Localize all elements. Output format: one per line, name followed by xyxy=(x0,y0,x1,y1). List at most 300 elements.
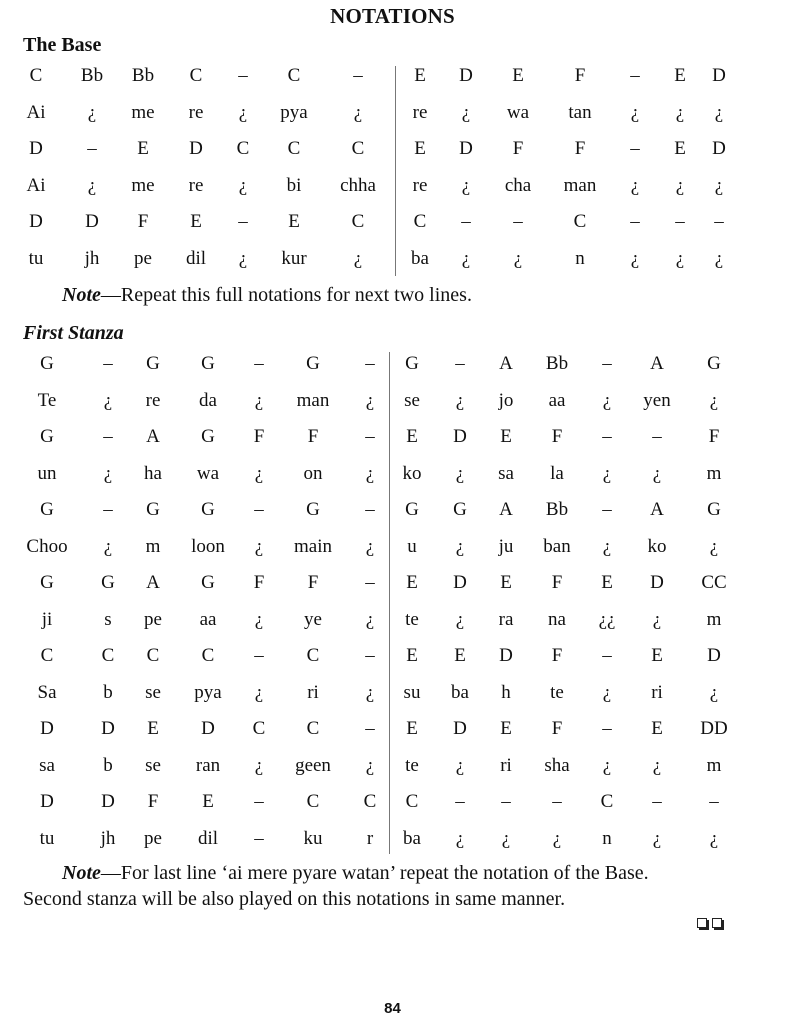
lyric-cell: ¿ xyxy=(652,827,662,849)
lyric-cell: r xyxy=(366,827,374,849)
base-note xyxy=(62,284,472,307)
note-cell: A xyxy=(146,572,160,593)
note-cell: E xyxy=(190,211,202,232)
lyric-cell: ¿ xyxy=(238,101,248,123)
lyric-cell: ¿ xyxy=(353,247,363,269)
note-cell: E xyxy=(500,718,512,739)
note-cell: C xyxy=(29,65,43,86)
note-cell: E xyxy=(147,718,159,739)
lyrics-row xyxy=(0,95,785,132)
note-cell: G xyxy=(40,499,54,520)
note-cell: – xyxy=(254,499,264,520)
lyric-cell: man xyxy=(296,389,330,411)
lyric-cell: Sa xyxy=(37,681,57,703)
note-cell: F xyxy=(307,572,319,593)
lyric-cell: ¿ xyxy=(552,827,562,849)
lyric-cell: ¿ xyxy=(87,101,97,123)
lyric-cell: re xyxy=(188,174,204,196)
note-cell: D xyxy=(40,718,54,739)
note-cell: – xyxy=(652,791,662,812)
note-cell: – xyxy=(238,65,248,86)
note-cell: F xyxy=(574,138,586,159)
lyric-cell: ji xyxy=(41,608,53,630)
lyrics-row xyxy=(0,241,785,278)
lyrics-row xyxy=(0,529,785,566)
note-cell: G xyxy=(453,499,467,520)
note-cell: C xyxy=(351,211,365,232)
note-cell: – xyxy=(552,791,562,812)
lyric-cell: ba xyxy=(411,247,429,269)
lyric-cell: tu xyxy=(28,247,44,269)
note-cell: E xyxy=(288,211,300,232)
lyric-cell: ¿ xyxy=(87,174,97,196)
note-cell: A xyxy=(650,499,664,520)
lyric-cell: pya xyxy=(194,681,222,703)
lyric-cell: ¿ xyxy=(501,827,511,849)
lyric-cell: se xyxy=(404,389,420,411)
notes-row xyxy=(0,638,785,675)
lyric-cell: pe xyxy=(134,247,152,269)
notes-row xyxy=(0,204,785,241)
lyric-cell: geen xyxy=(295,754,331,776)
note-cell: E xyxy=(406,572,418,593)
base-notation-grid xyxy=(0,58,785,277)
lyrics-row xyxy=(0,602,785,639)
lyric-cell: ¿ xyxy=(630,247,640,269)
note-cell: – xyxy=(602,645,612,666)
lyric-cell: ¿ xyxy=(353,101,363,123)
lyric-cell: jo xyxy=(498,389,514,411)
note-cell: G xyxy=(146,353,160,374)
lyric-cell: sa xyxy=(498,462,514,484)
lyric-cell: ¿ xyxy=(254,608,264,630)
note-cell: C xyxy=(413,211,427,232)
lyric-cell: ¿ xyxy=(630,174,640,196)
lyrics-row xyxy=(0,383,785,420)
lyric-cell: te xyxy=(405,754,419,776)
lyric-cell: ju xyxy=(498,535,514,557)
lyric-cell: ba xyxy=(403,827,421,849)
note-cell: – xyxy=(630,211,640,232)
lyric-cell: ¿ xyxy=(455,535,465,557)
lyric-cell: ri xyxy=(307,681,319,703)
note-cell: F xyxy=(147,791,159,812)
note-cell: D xyxy=(453,426,467,447)
lyric-cell: m xyxy=(706,462,722,484)
lyric-cell: sa xyxy=(39,754,55,776)
lyric-cell: wa xyxy=(506,101,530,123)
note-cell: G xyxy=(201,572,215,593)
note-cell: Bb xyxy=(80,65,104,86)
lyric-cell: jh xyxy=(100,827,116,849)
lyric-cell: ¿ xyxy=(714,174,724,196)
note-cell: – xyxy=(602,499,612,520)
note-cell: – xyxy=(365,718,375,739)
note-cell: E xyxy=(406,645,418,666)
lyric-cell: ran xyxy=(195,754,221,776)
note-cell: G xyxy=(40,572,54,593)
note-cell: D xyxy=(29,138,43,159)
note-cell: – xyxy=(709,791,719,812)
lyric-cell: na xyxy=(548,608,566,630)
note-cell: – xyxy=(238,211,248,232)
note-cell: C xyxy=(40,645,54,666)
lyrics-row xyxy=(0,456,785,493)
lyric-cell: ¿ xyxy=(254,389,264,411)
note-cell: C xyxy=(306,791,320,812)
note-cell: – xyxy=(365,426,375,447)
lyric-cell: te xyxy=(550,681,564,703)
lyric-cell: ¿ xyxy=(238,247,248,269)
lyric-cell: se xyxy=(145,681,161,703)
note-cell: F xyxy=(253,572,265,593)
note-cell: F xyxy=(551,426,563,447)
lyric-cell: ¿ xyxy=(455,462,465,484)
lyric-cell: ¿ xyxy=(365,535,375,557)
lyric-cell: da xyxy=(199,389,217,411)
lyric-cell: ¿ xyxy=(254,535,264,557)
lyric-cell: ¿ xyxy=(714,101,724,123)
lyric-cell: ba xyxy=(451,681,469,703)
lyric-cell: re xyxy=(145,389,161,411)
lyric-cell: ¿ xyxy=(602,389,612,411)
note-cell: E xyxy=(454,645,466,666)
note-cell: F xyxy=(551,718,563,739)
lyric-cell: ¿ xyxy=(254,754,264,776)
note-cell: D xyxy=(201,718,215,739)
lyric-cell: ¿ xyxy=(602,535,612,557)
lyric-cell: ¿ xyxy=(238,174,248,196)
lyric-cell: jh xyxy=(84,247,100,269)
note-cell: E xyxy=(674,138,686,159)
lyric-cell: ko xyxy=(402,462,422,484)
lyric-cell: ¿ xyxy=(714,247,724,269)
page-number: 84 xyxy=(384,1000,401,1017)
note-cell: – xyxy=(652,426,662,447)
lyric-cell: b xyxy=(103,754,113,776)
notes-row xyxy=(0,346,785,383)
notes-row xyxy=(0,784,785,821)
note-cell: – xyxy=(602,353,612,374)
base-bar-divider xyxy=(395,66,396,276)
note-cell: F xyxy=(307,426,319,447)
lyric-cell: ¿ xyxy=(103,535,113,557)
note-cell: C xyxy=(189,65,203,86)
lyric-cell: Choo xyxy=(26,535,68,557)
lyric-cell: ¿ xyxy=(652,462,662,484)
note-cell: – xyxy=(103,353,113,374)
lyric-cell: kur xyxy=(281,247,307,269)
lyric-cell: ¿ xyxy=(675,247,685,269)
lyric-cell: me xyxy=(131,101,155,123)
notes-row xyxy=(0,419,785,456)
note-cell: E xyxy=(651,718,663,739)
first-stanza-notation-grid xyxy=(0,346,785,857)
end-ornament xyxy=(697,918,722,928)
note-cell: C xyxy=(287,138,301,159)
note-cell: G xyxy=(306,353,320,374)
note-cell: D xyxy=(459,65,473,86)
lyric-cell: ¿ xyxy=(709,389,719,411)
page-title: NOTATIONS xyxy=(330,4,455,28)
lyric-cell: ¿ xyxy=(675,174,685,196)
note-cell: – xyxy=(254,645,264,666)
note-cell: D xyxy=(29,211,43,232)
lyric-cell: tu xyxy=(39,827,55,849)
lyric-cell: me xyxy=(131,174,155,196)
note-cell: – xyxy=(103,499,113,520)
note-cell: C xyxy=(287,65,301,86)
lyric-cell: ¿ xyxy=(254,681,264,703)
lyric-cell: un xyxy=(37,462,57,484)
lyric-cell: man xyxy=(563,174,597,196)
notes-row xyxy=(0,492,785,529)
lyric-cell: Ai xyxy=(26,101,46,123)
note-cell: DD xyxy=(700,718,728,739)
note-cell: D xyxy=(453,718,467,739)
lyric-cell: ¿ xyxy=(365,754,375,776)
note-cell: – xyxy=(365,499,375,520)
note-cell: – xyxy=(714,211,724,232)
note-cell: F xyxy=(253,426,265,447)
note-cell: E xyxy=(202,791,214,812)
lyric-cell: ¿ xyxy=(652,608,662,630)
lyric-cell: on xyxy=(303,462,323,484)
note-cell: F xyxy=(551,572,563,593)
note-cell: G xyxy=(101,572,115,593)
note-text: —For last line ‘ai mere pyare watan’ repeat the notation of the Base. xyxy=(100,862,649,884)
note-cell: D xyxy=(712,138,726,159)
note-cell: A xyxy=(650,353,664,374)
first-stanza-note-continuation: Second stanza will be also played on this notations in same manner. xyxy=(23,888,566,910)
lyric-cell: m xyxy=(706,754,722,776)
lyric-cell: ¿ xyxy=(365,389,375,411)
lyrics-row xyxy=(0,821,785,858)
note-cell: F xyxy=(512,138,524,159)
first-stanza-note xyxy=(62,862,649,885)
note-cell: C xyxy=(405,791,419,812)
note-cell: – xyxy=(365,572,375,593)
lyric-cell: main xyxy=(294,535,332,557)
lyric-cell: ban xyxy=(543,535,571,557)
note-cell: – xyxy=(630,65,640,86)
note-cell: – xyxy=(630,138,640,159)
lyric-cell: n xyxy=(602,827,612,849)
lyric-cell: ¿ xyxy=(365,462,375,484)
note-cell: D xyxy=(453,572,467,593)
note-cell: C xyxy=(573,211,587,232)
note-cell: Bb xyxy=(545,499,569,520)
note-cell: C xyxy=(363,791,377,812)
note-cell: D xyxy=(85,211,99,232)
note-cell: G xyxy=(40,353,54,374)
note-cell: – xyxy=(353,65,363,86)
note-cell: F xyxy=(574,65,586,86)
note-cell: C xyxy=(306,645,320,666)
note-cell: E xyxy=(406,426,418,447)
note-cell: D xyxy=(459,138,473,159)
lyric-cell: – xyxy=(254,827,264,849)
note-cell: F xyxy=(708,426,720,447)
lyric-cell: ¿ xyxy=(455,608,465,630)
note-cell: A xyxy=(499,499,513,520)
lyric-cell: aa xyxy=(199,608,217,630)
lyric-cell: chha xyxy=(340,174,376,196)
note-cell: G xyxy=(40,426,54,447)
lyric-cell: aa xyxy=(548,389,566,411)
lyric-cell: ¿ xyxy=(602,462,612,484)
notes-row xyxy=(0,711,785,748)
note-cell: – xyxy=(602,718,612,739)
note-cell: D xyxy=(707,645,721,666)
lyrics-row xyxy=(0,168,785,205)
note-cell: E xyxy=(414,65,426,86)
lyrics-row xyxy=(0,675,785,712)
note-cell: F xyxy=(137,211,149,232)
note-label: Note xyxy=(62,284,101,306)
lyric-cell: re xyxy=(188,101,204,123)
note-cell: E xyxy=(651,645,663,666)
lyric-cell: ¿ xyxy=(602,754,612,776)
note-cell: G xyxy=(405,353,419,374)
lyric-cell: yen xyxy=(643,389,671,411)
lyric-cell: m xyxy=(706,608,722,630)
lyric-cell: bi xyxy=(286,174,302,196)
lyric-cell: ¿ xyxy=(461,174,471,196)
lyric-cell: ¿ xyxy=(652,754,662,776)
note-cell: E xyxy=(406,718,418,739)
lyric-cell: ye xyxy=(304,608,322,630)
note-cell: C xyxy=(306,718,320,739)
lyric-cell: se xyxy=(145,754,161,776)
lyric-cell: ¿ xyxy=(630,101,640,123)
note-cell: – xyxy=(461,211,471,232)
note-cell: G xyxy=(146,499,160,520)
note-cell: C xyxy=(201,645,215,666)
lyric-cell: tan xyxy=(568,101,592,123)
lyrics-row xyxy=(0,748,785,785)
notes-row xyxy=(0,131,785,168)
lyric-cell: dil xyxy=(197,827,219,849)
note-cell: – xyxy=(675,211,685,232)
note-cell: – xyxy=(501,791,511,812)
note-cell: D xyxy=(101,791,115,812)
lyric-cell: ¿ xyxy=(365,681,375,703)
note-cell: – xyxy=(513,211,523,232)
lyric-cell: dil xyxy=(185,247,207,269)
lyric-cell: ¿ xyxy=(461,101,471,123)
note-cell: Bb xyxy=(131,65,155,86)
note-cell: D xyxy=(189,138,203,159)
note-cell: F xyxy=(551,645,563,666)
note-cell: Bb xyxy=(545,353,569,374)
lyric-cell: la xyxy=(550,462,564,484)
lyric-cell: ri xyxy=(500,754,512,776)
note-cell: G xyxy=(707,353,721,374)
lyric-cell: s xyxy=(104,608,112,630)
notes-row xyxy=(0,565,785,602)
note-cell: D xyxy=(650,572,664,593)
note-cell: C xyxy=(351,138,365,159)
lyric-cell: pe xyxy=(144,608,162,630)
lyric-cell: ri xyxy=(651,681,663,703)
box-icon xyxy=(697,918,707,928)
lyric-cell: ¿ xyxy=(513,247,523,269)
note-cell: G xyxy=(201,499,215,520)
lyric-cell: ¿¿ xyxy=(598,608,616,630)
lyric-cell: ¿ xyxy=(455,754,465,776)
lyric-cell: ¿ xyxy=(103,389,113,411)
lyric-cell: ha xyxy=(144,462,162,484)
note-cell: G xyxy=(201,426,215,447)
note-label: Note xyxy=(62,862,101,884)
note-cell: E xyxy=(500,572,512,593)
note-cell: E xyxy=(512,65,524,86)
lyric-cell: ¿ xyxy=(254,462,264,484)
lyric-cell: n xyxy=(575,247,585,269)
lyric-cell: te xyxy=(405,608,419,630)
note-cell: CC xyxy=(701,572,727,593)
first-stanza-heading: First Stanza xyxy=(23,322,124,344)
note-cell: G xyxy=(306,499,320,520)
note-cell: E xyxy=(137,138,149,159)
note-cell: E xyxy=(601,572,613,593)
lyric-cell: m xyxy=(145,535,161,557)
lyric-cell: ¿ xyxy=(455,389,465,411)
note-cell: G xyxy=(405,499,419,520)
note-cell: – xyxy=(455,353,465,374)
note-cell: A xyxy=(146,426,160,447)
first-stanza-bar-divider xyxy=(389,352,390,854)
lyric-cell: pe xyxy=(144,827,162,849)
note-cell: – xyxy=(365,353,375,374)
lyric-cell: h xyxy=(501,681,511,703)
box-icon xyxy=(712,918,722,928)
note-cell: E xyxy=(674,65,686,86)
notes-row xyxy=(0,58,785,95)
lyric-cell: ¿ xyxy=(602,681,612,703)
lyric-cell: ku xyxy=(303,827,323,849)
note-cell: C xyxy=(236,138,250,159)
note-cell: – xyxy=(87,138,97,159)
note-cell: C xyxy=(101,645,115,666)
lyric-cell: cha xyxy=(504,174,532,196)
note-cell: E xyxy=(414,138,426,159)
note-cell: C xyxy=(252,718,266,739)
note-cell: D xyxy=(101,718,115,739)
lyric-cell: ko xyxy=(647,535,667,557)
note-cell: – xyxy=(254,791,264,812)
lyric-cell: re xyxy=(412,101,428,123)
note-cell: – xyxy=(455,791,465,812)
lyric-cell: ¿ xyxy=(709,827,719,849)
lyric-cell: ¿ xyxy=(675,101,685,123)
note-cell: – xyxy=(365,645,375,666)
lyric-cell: ¿ xyxy=(455,827,465,849)
note-cell: A xyxy=(499,353,513,374)
lyric-cell: re xyxy=(412,174,428,196)
lyric-cell: ¿ xyxy=(709,681,719,703)
lyric-cell: sha xyxy=(544,754,570,776)
note-cell: C xyxy=(146,645,160,666)
lyric-cell: u xyxy=(407,535,417,557)
lyric-cell: ¿ xyxy=(461,247,471,269)
note-cell: D xyxy=(712,65,726,86)
lyric-cell: loon xyxy=(191,535,225,557)
lyric-cell: ra xyxy=(498,608,514,630)
lyric-cell: wa xyxy=(196,462,220,484)
note-cell: D xyxy=(499,645,513,666)
